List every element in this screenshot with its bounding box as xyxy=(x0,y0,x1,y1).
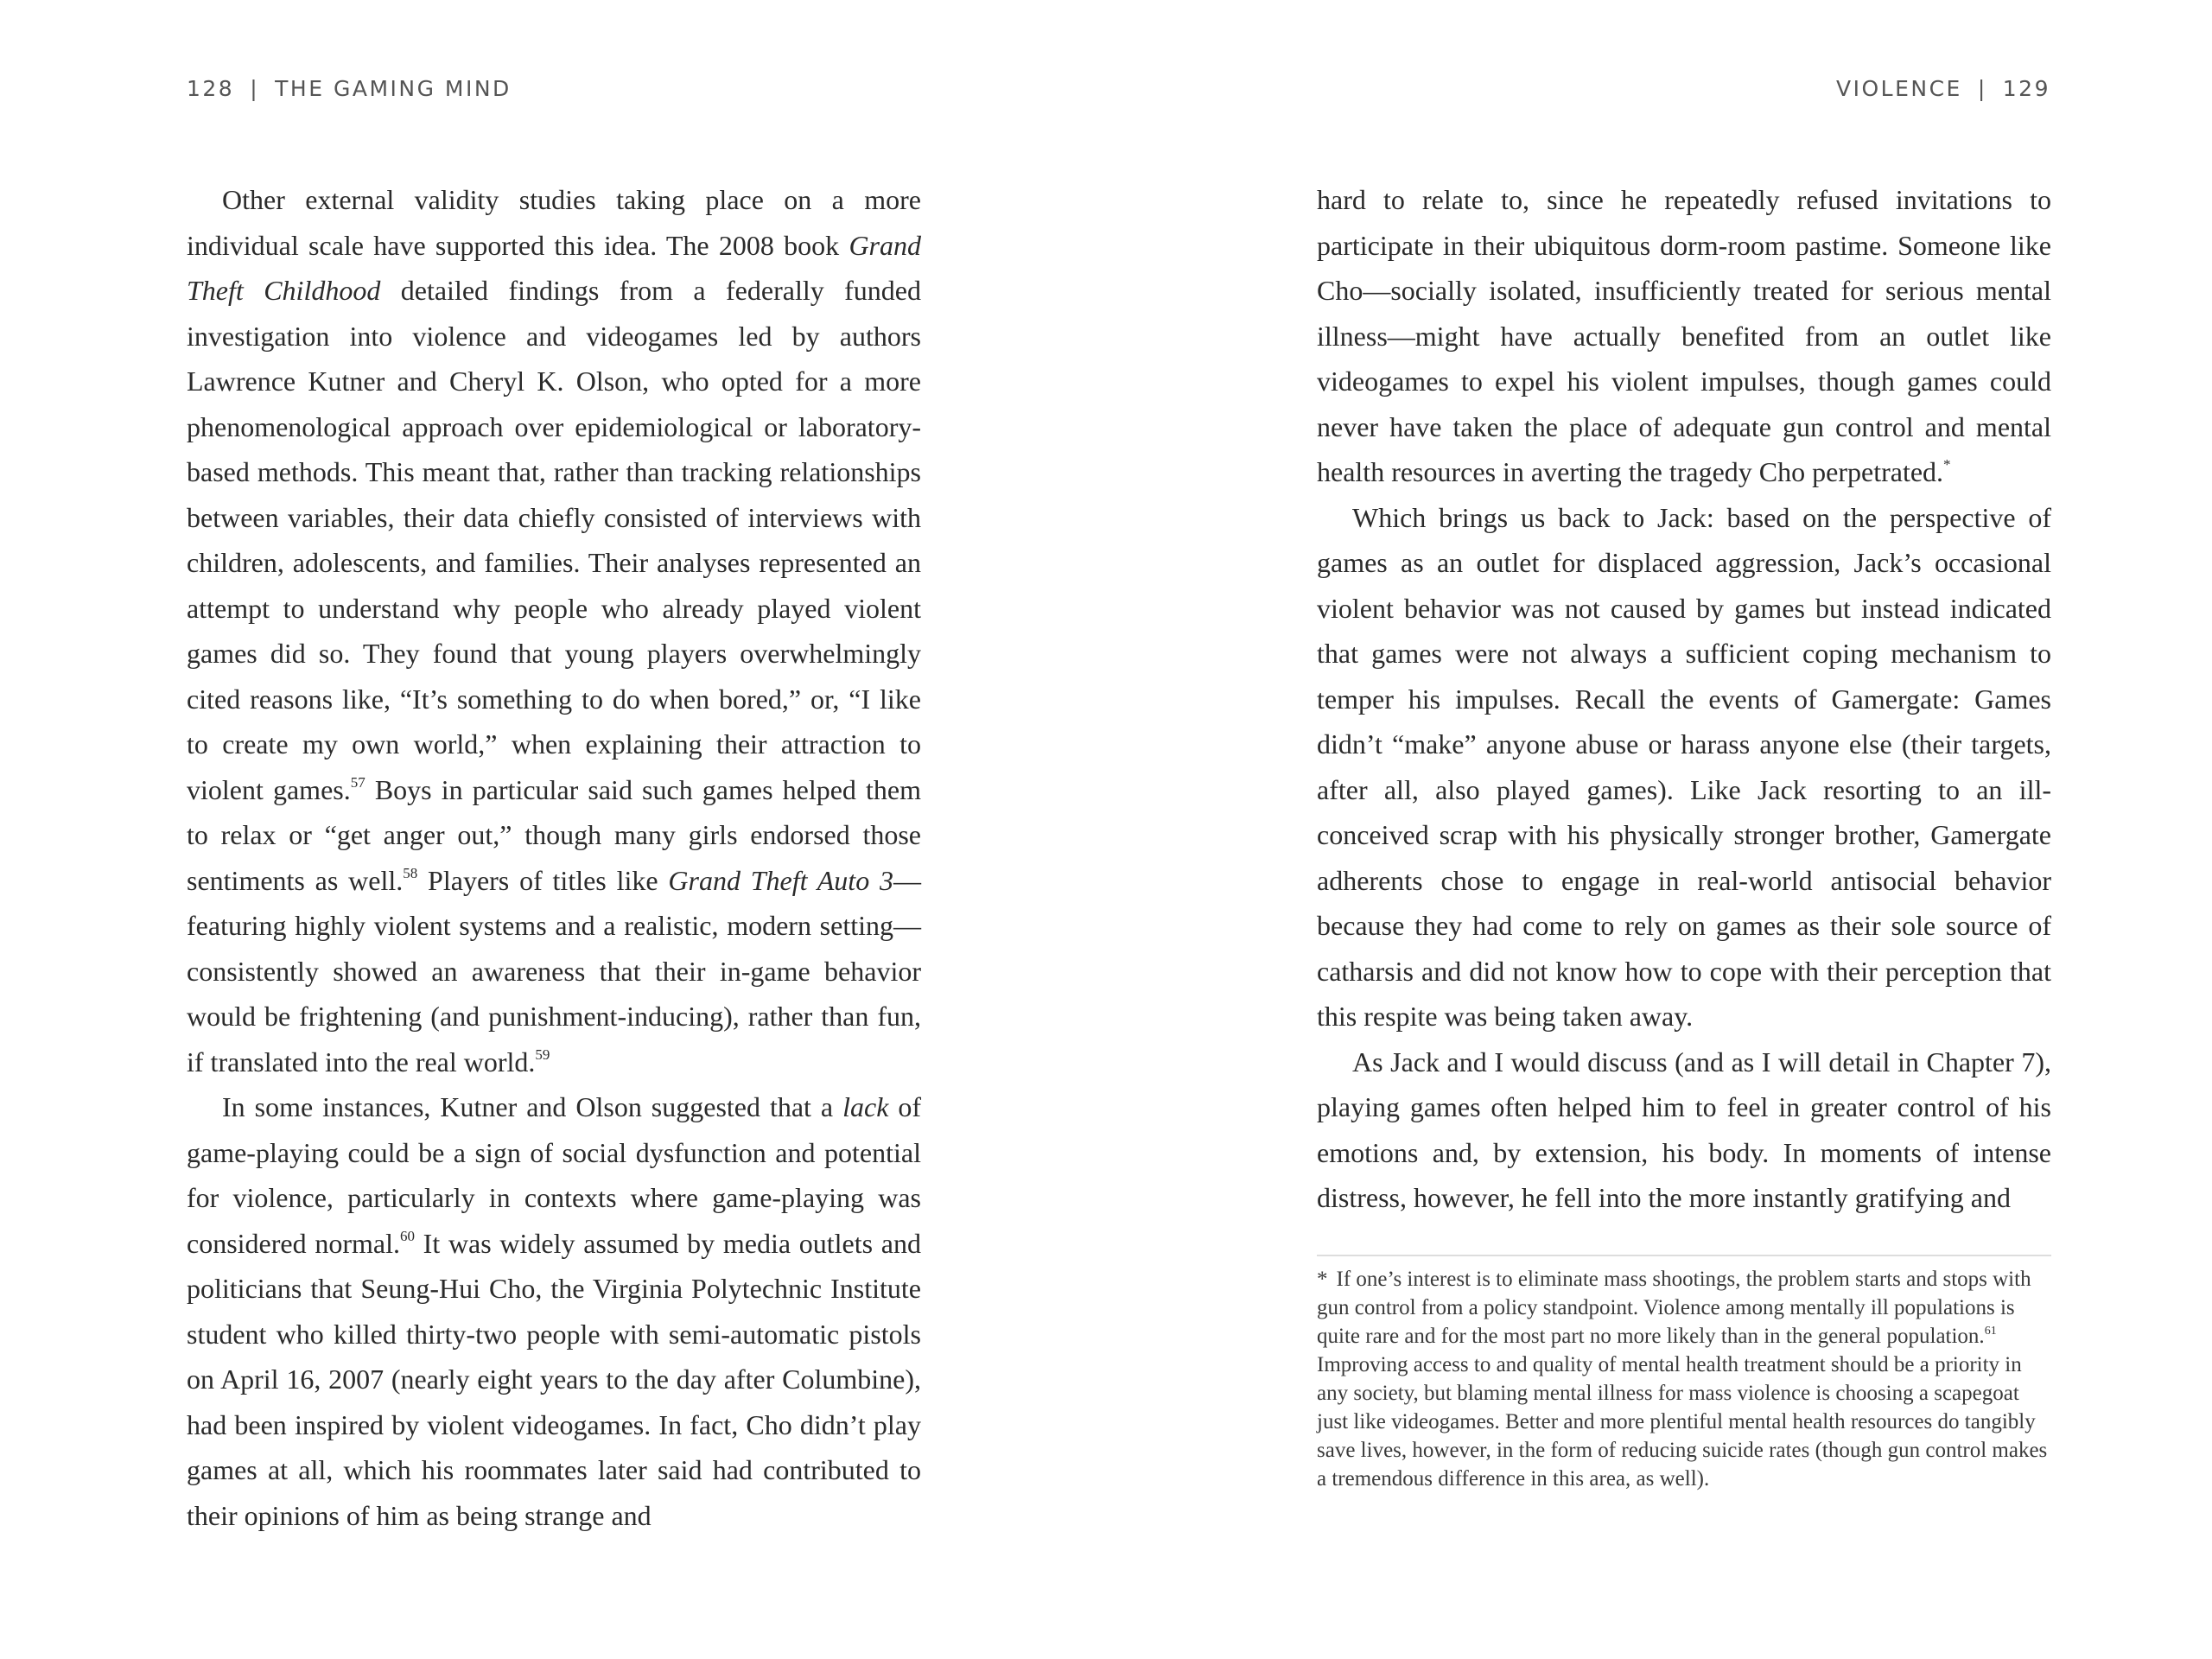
header-separator: | xyxy=(250,76,260,101)
endnote-ref: 57 xyxy=(350,773,365,791)
footnote-marker: * xyxy=(1317,1268,1328,1291)
right-page-body xyxy=(1317,177,2051,1221)
endnote-ref: 61 xyxy=(1984,1325,1997,1338)
paragraph: In some instances, Kutner and Olson suggested that a lack of game-playing could be a sign of social dysfunction and potential for violence, particularly in contexts where game-playing was considered normal.$^{60}$ It was widely assumed by media outlets and politicians that Seung-Hui Cho, the Virginia Polytechnic Institute student who killed thirty-two people with semi-automatic pistols on April 16, 2007 (nearly eight years to the day after Columbine), had been inspired by violent videogames. In fact, Cho didn’t play games at all, which his roommates later said had contributed to their opinions of him as being strange and xyxy=(187,1091,922,1531)
book-title: THE GAMING MIND xyxy=(275,76,512,101)
footnote-divider xyxy=(1317,1255,2051,1256)
paragraph: Which brings us back to Jack: based on the perspective of games as an outlet for displaced aggression, Jack’s occasional violent behavior was not caused by games but instead indicated that games were not always a sufficient coping mechanism to temper his impulses. Recall the events of Gamergate: Games didn’t “make” anyone abuse or harass anyone else (their targets, after all, also played games). Like Jack resorting to an ill-conceived scrap with his physically stronger brother, Gamergate adherents chose to engage in real-world antisocial behavior because they had come to rely on games as their sole source of catharsis and did not know how to cope with their perception that this respite was being taken away. xyxy=(1317,501,2051,1032)
endnote-ref: 59 xyxy=(535,1046,550,1063)
game-title-italic: Grand Theft Auto 3 xyxy=(668,864,894,896)
emphasis: lack xyxy=(842,1091,889,1122)
footnote: * If one’s interest is to eliminate mass shootings, the problem starts and stops with gun control from a policy standpoint. Violence among mentally ill populations is quite rare and for the most part no more likely than in the general population.$^{61}$ Improving access to and quality of mental health treatment should be a priority in any society, but blaming mental illness for mass violence is choosing a scapegoat just like videogames. Better and more plentiful mental health resources do tangibly save lives, however, in the form of reducing suicide rates (though gun control makes a tremendous difference in this area, as well). xyxy=(1317,1268,2048,1491)
header-separator: | xyxy=(1977,76,1987,101)
footnote-ref: * xyxy=(1943,456,1951,473)
paragraph: As Jack and I would discuss (and as I will detail in Chapter 7), playing games often helped him to feel in greater control of his emotions and, by extension, his body. In moments of intense distress, however, he fell into the more instantly gratifying and xyxy=(1317,1046,2051,1213)
left-page-header xyxy=(187,76,512,101)
left-page-body xyxy=(187,177,921,1538)
left-page-number: 128 xyxy=(187,76,235,101)
endnote-ref: 60 xyxy=(399,1227,415,1244)
endnote-ref: 58 xyxy=(403,864,418,881)
paragraph: hard to relate to, since he repeatedly refused invitations to participate in their ubiquitous dorm-room pastime. Someone like Cho—socially isolated, insufficiently treated for serious mental illness—might have actually benefited from an outlet like videogames to expel his violent impulses, though games could never have taken the place of adequate gun control and mental health resources in averting the tragedy Cho perpetrated.* xyxy=(1317,184,2051,487)
right-page-header xyxy=(1836,76,2050,101)
paragraph: Other external validity studies taking place on a more individual scale have supported this idea. The 2008 book Grand Theft Childhood detailed findings from a federally funded investigation into violence and videogames led by authors Lawrence Kutner and Cheryl K. Olson, who opted for a more phenomenological approach over epidemiological or laboratory-based methods. This meant that, rather than tracking relationships between variables, their data chiefly consisted of interviews with children, adolescents, and families. Their analyses represented an attempt to understand why people who already played violent games did so. They found that young players overwhelmingly cited reasons like, “It’s something to do when bored,” or, “I like to create my own world,” when explaining their attraction to violent games.$^{57}$ Boys in particular said such games helped them to relax or “get anger out,” though many girls endorsed those sentiments as well.$^{58}$ Players of titles like Grand Theft Auto 3—featuring highly violent systems and a realistic, modern setting—consistently showed an awareness that their in-game behavior would be frightening (and punishment-inducing), rather than fun, if translated into the real world.$^{59}$ xyxy=(187,184,922,1077)
right-page-number: 129 xyxy=(2002,76,2050,101)
book-title-italic: Grand Theft Childhood xyxy=(187,229,921,306)
chapter-title: VIOLENCE xyxy=(1836,76,1962,101)
